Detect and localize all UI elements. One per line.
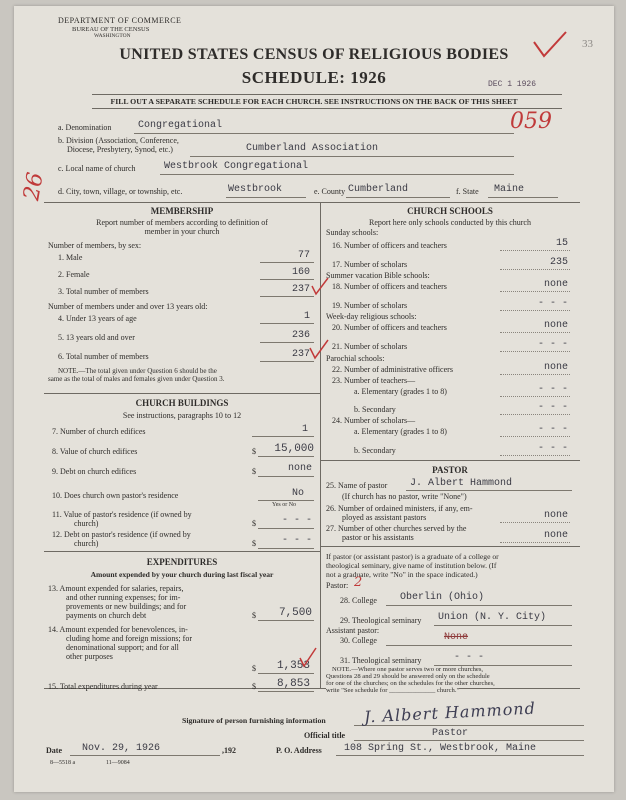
q8-label: 8. Value of church edifices [52,447,138,456]
q12-label: 12. Debt on pastor's residence (if owned by [52,530,191,539]
q31-seminary-value: - - - [454,652,485,663]
q24b-label: b. Secondary [354,446,396,455]
q13-label-4: payments on church debt [66,611,147,620]
q14-label-3: denominational support; and for all [66,643,179,652]
q14-label-2: cluding home and foreign missions; for [66,634,192,643]
q16-label: 16. Number of officers and teachers [332,241,447,250]
q3-label: 3. Total number of members [58,287,149,296]
schools-heading: CHURCH SCHOOLS [407,206,493,216]
signature-label: Signature of person furnishing information [182,716,326,725]
q10-label: 10. Does church own pastor's residence [52,491,179,500]
expenditures-intro: Amount expended by your church during last fiscal year [90,570,274,579]
q12-value: - - - [281,535,312,546]
q24b-value: - - - [537,443,568,454]
q11-value: - - - [281,515,312,526]
q19-value: - - - [537,298,568,309]
q28-college-value: Oberlin (Ohio) [400,592,485,603]
q8-edifice-value: 15,000 [274,443,314,455]
state-value: Maine [494,184,525,195]
pastor-note-2: Questions 28 and 29 should be answered only on the schedule [326,673,490,680]
denomination-value: Congregational [138,120,223,131]
date-label: Date [46,746,62,755]
assistant-pastor-subheading: Assistant pastor: [326,626,380,635]
pastor-red-mark: 2 [354,575,363,590]
buildings-intro: See instructions, paragraphs 10 to 12 [122,411,242,420]
q6-label: 6. Total number of members [58,352,149,361]
county-value: Cumberland [348,184,409,195]
members-by-sex-label: Number of members, by sex: [48,241,142,250]
official-title-value: Pastor [432,728,469,739]
pastor-note: NOTE.—Where one pastor serves two or more churches, [332,666,484,673]
q14-label: 14. Amount expended for benevolences, in- [48,625,188,634]
handwritten-signature: J. Albert Hammond [363,698,537,727]
expenditures-heading: EXPENDITURES [146,557,218,567]
parochial-schools-label: Parochial schools: [326,354,385,363]
q13-value: 7,500 [278,607,312,619]
county-label: e. County [314,187,346,196]
local-name-label: c. Local name of church [58,164,136,173]
schools-intro: Report here only schools conducted by this church [369,218,531,227]
schedule-title: SCHEDULE: 1926 [241,68,387,87]
denomination-label: a. Denomination [58,123,112,132]
q23a-value: - - - [537,384,568,395]
q13-dollar: $ [252,611,256,620]
q13-label-3: provements or new buildings; and for [66,602,187,611]
red-check-mark [530,30,570,60]
division-label-2: Diocese, Presbytery, Synod, etc.) [67,145,173,154]
age-groups-label: Number of members under and over 13 years old: [48,302,208,311]
general-instruction: FILL OUT A SEPARATE SCHEDULE FOR EACH CHURCH. SEE INSTRUCTIONS ON THE BACK OF THIS SHEET [110,97,518,106]
q22-label: 22. Number of administrative officers [332,365,453,374]
q10-residence-value: No [291,488,304,499]
q1-male-value: 77 [297,250,310,261]
membership-note-2: same as the total of males and females given under Question 3. [48,375,225,383]
city-name: WASHINGTON [94,33,131,39]
q14-dollar: $ [252,664,256,673]
q15-value: 8,853 [276,678,310,690]
graduate-instruction: If pastor (or assistant pastor) is a graduate of a college or [326,552,499,561]
q27-label: 27. Number of other churches served by the [326,524,467,533]
form-number-2: 11—9084 [106,760,130,766]
q22-value: none [543,362,568,373]
q4-under-13-value: 1 [303,311,310,322]
q24a-label: a. Elementary (grades 1 to 8) [354,427,447,436]
membership-heading: MEMBERSHIP [150,206,214,216]
q25-pastor-name: J. Albert Hammond [410,478,513,489]
q8-dollar: $ [252,447,256,456]
q30-college-value: None [444,632,469,643]
q13-label-2: and other running expenses; for im- [66,593,181,602]
q26-label-2: ployed as assistant pastors [342,513,427,522]
q9-debt-value: none [287,463,312,474]
q1-label: 1. Male [58,253,83,262]
q13-label: 13. Amount expended for salaries, repairs, [48,584,184,593]
q21-value: - - - [537,339,568,350]
q12-dollar: $ [252,539,256,548]
q21-label: 21. Number of scholars [332,342,408,351]
form-title: UNITED STATES CENSUS OF RELIGIOUS BODIES [119,46,509,63]
q17-label: 17. Number of scholars [332,260,408,269]
q28-label: 28. College [340,596,377,605]
department-name: DEPARTMENT OF COMMERCE [58,16,182,25]
q15-label: 15. Total expenditures during year [48,682,158,691]
q23a-label: a. Elementary (grades 1 to 8) [354,387,447,396]
q18-label: 18. Number of officers and teachers [332,282,447,291]
q5-13-and-over-value: 236 [291,330,310,341]
q25-note: (If church has no pastor, write "None") [342,492,467,501]
q27-value: none [543,530,568,541]
q19-label: 19. Number of scholars [332,301,408,310]
division-value: Cumberland Association [246,143,379,154]
q30-label: 30. College [340,636,377,645]
division-label: b. Division (Association, Conference, [58,136,179,145]
city-value: Westbrook [228,184,283,195]
graduate-instruction-2: theological seminary, give name of institution below. (If [326,561,497,570]
bureau-name: BUREAU OF THE CENSUS [72,26,150,33]
pastor-note-4: write "See schedule for ______________ church." [326,687,460,694]
q29-label: 29. Theological seminary [340,616,422,625]
pastor-subheading: Pastor: [326,581,349,590]
pastor-note-3: for one of the churches; on the schedules for the other churches, [326,680,495,687]
q26-value: none [543,510,568,521]
yes-no-hint: Yes or No [272,502,297,508]
corner-number: 33 [582,38,593,50]
q4-label: 4. Under 13 years of age [58,314,137,323]
membership-intro: Report number of members according to definition of [96,218,268,227]
state-label: f. State [456,187,479,196]
q12-label-2: church) [74,539,99,548]
q11-label: 11. Value of pastor's residence (if owned by [52,510,192,519]
year-suffix: ,192 [222,746,236,755]
q20-label: 20. Number of officers and teachers [332,323,447,332]
red-tick-q14 [298,646,318,668]
q3-total-value: 237 [291,284,310,295]
po-address-label: P. O. Address [276,746,322,755]
q7-label: 7. Number of church edifices [52,427,146,436]
form-number: 8—5518 a [50,760,76,766]
q11-dollar: $ [252,519,256,528]
buildings-heading: CHURCH BUILDINGS [135,398,229,408]
q23-label: 23. Number of teachers— [332,376,416,385]
q2-female-value: 160 [291,267,310,278]
q17-value: 235 [549,257,568,268]
date-value: Nov. 29, 1926 [82,743,161,754]
q26-label: 26. Number of ordained ministers, if any, em- [326,504,473,513]
summer-schools-label: Summer vacation Bible schools: [326,271,430,280]
q7-edifices-value: 1 [301,424,308,435]
q9-dollar: $ [252,467,256,476]
q15-dollar: $ [252,682,256,691]
membership-note: NOTE.—The total given under Question 6 should be the [58,367,217,375]
q27-label-2: pastor or his assistants [342,533,414,542]
local-name-value: Westbrook Congregational [164,161,309,172]
city-label: d. City, town, village, or township, etc. [58,187,183,196]
q31-label: 31. Theological seminary [340,656,422,665]
margin-red-mark: 26 [19,170,49,203]
po-address-value: 108 Spring St., Westbrook, Maine [344,743,537,754]
q5-label: 5. 13 years old and over [58,333,135,342]
membership-intro-2: member in your church [144,227,220,236]
official-title-label: Official title [304,731,346,740]
q25-label: 25. Name of pastor [326,481,388,490]
graduate-instruction-3: not a graduate, write "No" in the space indicated.) [326,570,478,579]
red-serial-number: 059 [510,109,552,134]
received-date-stamp: DEC 1 1926 [488,80,537,89]
census-schedule-sheet [14,6,614,792]
q18-value: none [543,279,568,290]
q2-label: 2. Female [58,270,90,279]
q9-label: 9. Debt on church edifices [52,467,137,476]
q23b-value: - - - [537,402,568,413]
sunday-schools-label: Sunday schools: [326,228,379,237]
q29-seminary-value: Union (N. Y. City) [438,612,547,623]
q24a-value: - - - [537,424,568,435]
q16-value: 15 [555,238,568,249]
q11-label-2: church) [74,519,99,528]
q23b-label: b. Secondary [354,405,396,414]
weekday-schools-label: Week-day religious schools: [326,312,417,321]
q14-label-4: other purposes [66,652,113,661]
q24-label: 24. Number of scholars— [332,416,416,425]
q6-total-value: 237 [291,349,310,360]
q14-value: 1,353 [276,660,310,672]
q20-value: none [543,320,568,331]
pastor-heading: PASTOR [432,465,468,475]
